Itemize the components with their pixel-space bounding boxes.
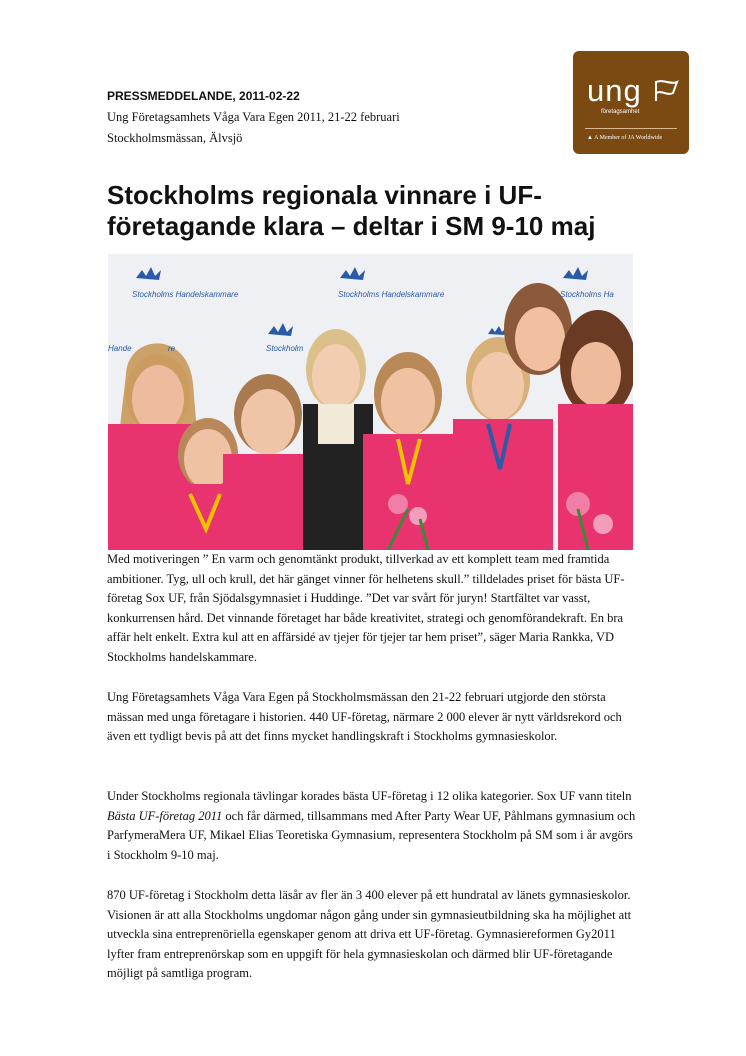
logo-subtitle: företagsamhet bbox=[601, 109, 640, 115]
event-line: Ung Företagsamhets Våga Vara Egen 2011, 21-22 februari bbox=[107, 110, 400, 124]
logo-member-text: ▲ A Member of JA Worldwide bbox=[587, 135, 663, 141]
paragraph-4: 870 UF-företag i Stockholm detta läsår av fler än 3 400 elever på ett hundratal av länets gymnasieskolor. Visionen är att alla Stockholms ungdomar någon gång under sin gymnasieutbildning ska ha möjlighet att utveckla sina entreprenöriella egenskaper genom att driva ett UF-företag. Gymnasiereformen Gy2011 lyfter fram entreprenörskap som en uppgift för hela gymnasieskolan och därmed blir UF-företagande möjligt på samtliga program. bbox=[107, 888, 632, 980]
ung-foretagsamhet-logo bbox=[573, 51, 689, 154]
backdrop-brand-text: Stockholms Ha bbox=[560, 290, 614, 299]
press-release-label: PRESSMEDDELANDE, 2011-02-22 bbox=[107, 89, 300, 103]
backdrop-brand-text: Stockholm bbox=[266, 344, 304, 353]
paragraph-3: Under Stockholms regionala tävlingar korades bästa UF-företag i 12 olika kategorier. Sox UF vann titeln Bästa UF-företag 2011 och får därmed, tillsammans med After Party Wear UF, Påhlmans gymnasium och ParfymeraMera UF, Mikael Elias Teoretiska Gymnasium, representera Stockholm på SM som i år avgörs i Stockholm 9-10 maj. bbox=[107, 789, 636, 862]
page-title: Stockholms regionala vinnare i UF-företagande klara – deltar i SM 9-10 maj bbox=[107, 180, 596, 241]
backdrop-brand-text: Stockholms Handelskammare bbox=[132, 290, 239, 299]
venue-line: Stockholmsmässan, Älvsjö bbox=[107, 131, 243, 145]
backdrop-brand-text: Hande bbox=[108, 344, 132, 353]
backdrop-brand-text: Stockholms Handelskammare bbox=[338, 290, 445, 299]
paragraph-1: Med motiveringen ” En varm och genomtänkt produkt, tillverkad av ett komplett team med framtida ambitioner. Tyg, ull och krull, det här gänget vinner för helhetens skull.” tilldelades priset för bästa UF-företag Sox UF, från Sjödalsgymnasiet i Huddinge. ”Det var svårt för juryn! Startfältet var vasst, konkurrensen hård. Det vinnande företaget har både kreativitet, strategi och genomförandekraft. En bra affär helt enkelt. Extra kul att en affärsidé av tjejer för tjejer tar hem priset”, säger Maria Rankka, VD Stockholms handelskammare. bbox=[107, 552, 625, 664]
winners-photo bbox=[108, 254, 633, 550]
logo-flag-icon bbox=[653, 79, 679, 103]
paragraph-2: Ung Företagsamhets Våga Vara Egen på Stockholmsmässan den 21-22 februari utgjorde den största mässan med unga företagare i historien. 440 UF-företag, närmare 2 000 elever är nytt världsrekord och även ett tydligt bevis på att det finns mycket handlingskraft i Stockholms gymnasieskolor. bbox=[107, 690, 622, 743]
award-title: Bästa UF-företag 2011 bbox=[107, 808, 223, 823]
logo-divider bbox=[585, 128, 677, 129]
backdrop-brand-text: re bbox=[168, 344, 176, 353]
logo-word: ung bbox=[587, 73, 642, 108]
